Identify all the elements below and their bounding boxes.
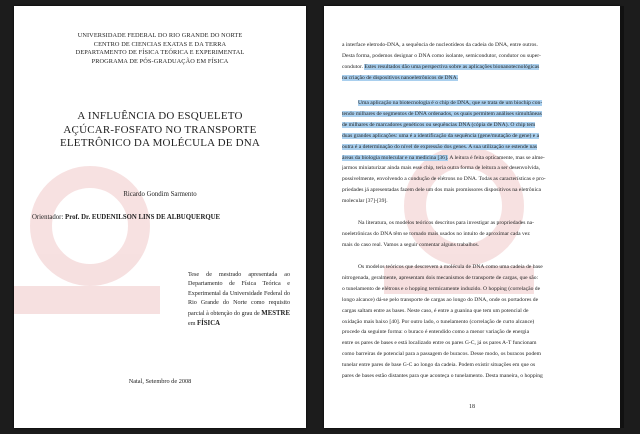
advisor-name: Prof. Dr. EUDENILSON LINS DE ALBUQUERQUE: [65, 214, 221, 221]
advisor: [32, 214, 220, 221]
text-line: tunelar entre pares de base G-C ao longo da cadeia. Podem existir situações em que os: [342, 362, 536, 369]
page-number: 18: [469, 404, 475, 410]
text-line: [342, 153, 602, 164]
text-line: molecular [37]-[39].: [342, 198, 388, 205]
paragraph-4: [342, 262, 602, 382]
text-line: entre os pares de bases e está localizado entre os pares G-C, já os pares A-T funcionam: [342, 340, 537, 347]
text-line: Desta forma, podemos designar o DNA como isolante, semicondutor, condutor ou super-: [342, 52, 541, 59]
text-line: [342, 109, 602, 120]
text-line: [342, 131, 602, 142]
watermark-logo: [14, 156, 160, 346]
title-line: ELETRÔNICO DA MOLÉCULA DE DNA: [59, 137, 261, 149]
highlighted-text: duas grandes aplicações: uma é a identificação da sequência (gene/mutação de gene) e a: [342, 132, 540, 139]
highlighted-text: de milhares de marcadores genéticos ou sequências DNA (cópia de DNA). O chip tem: [342, 121, 536, 128]
text-line: oxidação mais baixo [40]. Por outro lado, o tunelamento (correlação de curto alcance): [342, 318, 535, 325]
text-line: nitrogenada, geralmente, apresentam dois mecanismos de transporte de cargas, que são:: [342, 274, 539, 281]
institution-header: [14, 32, 306, 66]
highlighted-text: Uma aplicação na biotecnologia é o chip de DNA, que se trata de um biochip con-: [358, 100, 543, 106]
paragraph-2: [342, 98, 602, 207]
text-line: noeletrônicas do DNA têm se tornado mais usados no intuito de aproximar cada vez: [342, 230, 530, 237]
highlighted-text: áreas da biologia molecular e na medicina [36].: [342, 154, 449, 161]
institution-line: UNIVERSIDADE FEDERAL DO RIO GRANDE DO NORTE: [77, 32, 243, 39]
text-line: como barreiras de potencial para a passagem de buracos. Desse modo, os buracos podem: [342, 351, 541, 358]
text-line: [342, 73, 602, 84]
text-line: Os modelos teóricos que descrevem a molécula de DNA como uma cadeia de base: [358, 264, 543, 270]
institution-line: CENTRO DE CIENCIAS EXATAS E DA TERRA: [93, 40, 227, 48]
text-line: [342, 142, 602, 153]
text-line: longo alcance) dá-se pelo transporte de cargas ao longo do DNA, onde os portadores de: [342, 296, 539, 303]
text-line: Na literatura, os modelos teóricos descritos para investigar as propriedades na-: [358, 220, 534, 226]
purpose-degree: MESTRE: [261, 309, 290, 317]
text-line: mais do caso real. Vamos a seguir comentar alguns trabalhos.: [342, 241, 480, 248]
purpose-field: FÍSICA: [196, 320, 221, 328]
text-line: o tunelamento de elétrons e o hopping termicamente induzido. O hopping (correlação de: [342, 285, 541, 292]
text-line: priedades já apresentadas fazem dele um dos mais promissores dispositivos na eletrônica: [342, 187, 541, 194]
institution-line: PROGRAMA DE PÓS-GRADUAÇÃO EM FÍSICA: [91, 57, 229, 65]
highlighted-text: na criação de dispositivos nanoeletrônicos de DNA.: [342, 74, 459, 81]
text-line: pares de bases estão distantes para que aconteça o tunelamento. Desta maneira, o hopping: [342, 373, 543, 380]
text-line: a interface eletrodo-DNA, a sequência de nucleotídeos da cadeia do DNA, entre outros.: [342, 42, 538, 48]
viewer-scrollbar[interactable]: [620, 6, 624, 428]
highlighted-text: tendo milhares de segmentos de DNA ordenados, os quais permitem análises simultâneas: [342, 110, 542, 117]
highlighted-text: Estes resultados dão uma perspectiva sobre as aplicações bionanotecnológicas: [364, 63, 540, 70]
text-line: [342, 62, 602, 73]
institution-line: DEPARTAMENTO DE FÍSICA TEÓRICA E EXPERIMENTAL: [75, 49, 245, 57]
text-line: [342, 98, 602, 109]
text-line: cargas saltam entre as bases. Neste caso, é entre a guanina que tem um potencial de: [342, 307, 529, 314]
purpose-text: Tese de mestrado apresentada ao Departamento de Física Teórica e Experimental da Universidade Federal do Rio Grande do Norte como requisito parcial à obtenção do grau de: [188, 272, 290, 317]
left-page: [14, 6, 306, 428]
text-line: jarmos miniaturizar ainda mais esse chip, teria outra forma de leitura a ser desenvolvida,: [342, 165, 541, 172]
thesis-purpose: [188, 271, 290, 329]
purpose-connector: em: [188, 321, 196, 328]
author-name: Ricardo Gondim Sarmento: [123, 191, 197, 198]
text-line: possivelmente, envolvendo a condução de elétrons no DNA. Todas as características e pro-: [342, 176, 546, 183]
title-line: AÇÚCAR-FOSFATO NO TRANSPORTE: [63, 123, 257, 136]
title-line: A INFLUÊNCIA DO ESQUELETO: [77, 110, 243, 122]
text-span: A leitura é feita opticamente, mas se alme-: [448, 154, 545, 161]
text-line: procede da seguinte forma: o buraco é entendido como a menor variação de energia: [342, 329, 530, 336]
paragraph-3: [342, 218, 602, 251]
text-line: [342, 120, 602, 131]
right-page: [324, 6, 620, 428]
thesis-title: [14, 110, 306, 151]
advisor-prefix: Orientador:: [32, 214, 64, 221]
text-span: condutor.: [342, 63, 363, 70]
paragraph-1: [342, 40, 602, 84]
highlighted-text: outra é a determinação do nível de expressão dos genes. A sua utilização se estende nas: [342, 143, 538, 150]
place-date: Natal, Setembro de 2008: [128, 378, 192, 385]
